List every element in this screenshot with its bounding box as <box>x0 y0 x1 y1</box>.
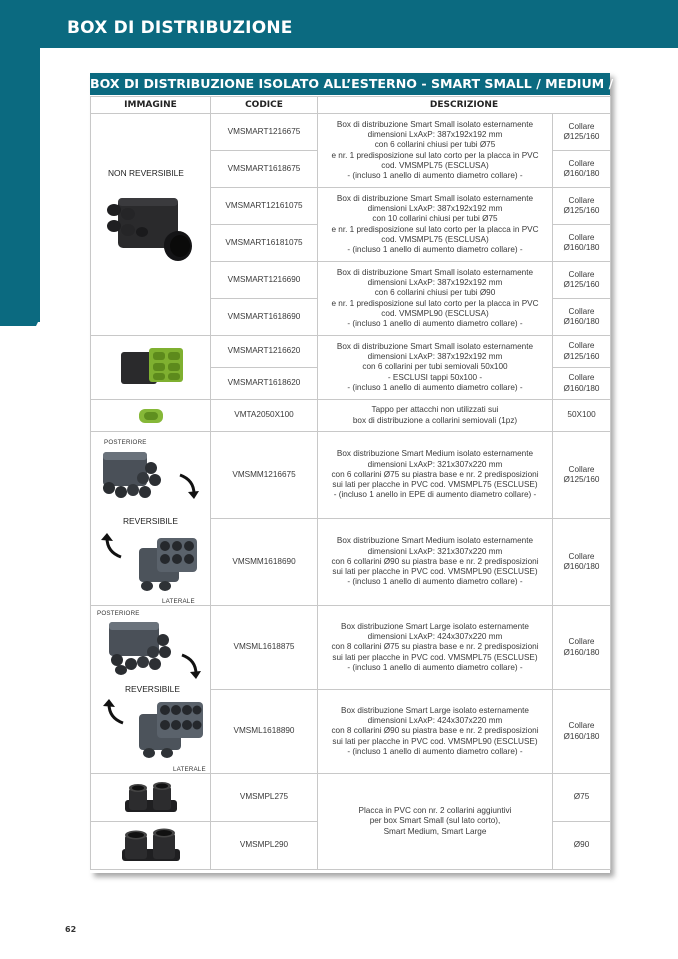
arrow-up-left-icon <box>101 698 127 726</box>
product-table <box>90 96 611 870</box>
side-band-tip <box>0 318 40 326</box>
description-cell: Box distribuzione Smart Medium isolato esternamente dimensioni LxAxP: 321x307x220 mm con 6 collarini Ø90 su piastra base e nr. 2 predisposizioni sui lati per placche in PVC cod. VMSMPL90 (ESCLUSE) - (incluso 1 anello di aumento diametro collare) - <box>318 519 553 606</box>
size-cell: 50X100 <box>553 400 611 432</box>
description-cell: Box distribuzione Smart Medium isolato esternamente dimensioni LxAxP: 321x307x220 mm con 6 collarini Ø75 su piastra base e nr. 2 predisposizioni sui lati per placche in PVC cod. VMSMPL75 (ESCLUSE) - (incluso 1 anello in EPE di aumento diametro collare) - <box>318 432 553 519</box>
image-cell-plate-90 <box>91 822 211 870</box>
smart-large-rear-image <box>101 618 173 678</box>
page-title: BOX DI DISTRIBUZIONE <box>67 18 293 38</box>
label-non-reversibile: NON REVERSIBILE <box>108 168 184 178</box>
size-cell: Collare Ø125/160 <box>553 336 611 368</box>
cap-image <box>137 406 165 426</box>
table-row <box>91 400 611 432</box>
size-cell: Collare Ø160/180 <box>553 606 611 690</box>
size-cell: Ø90 <box>553 822 611 870</box>
code-cell: VMSMART1216620 <box>211 336 318 368</box>
size-cell: Collare Ø160/180 <box>553 690 611 774</box>
description-cell: Box di distribuzione Smart Small isolato esternamente dimensioni LxAxP: 387x192x192 mm con 6 collarini chiusi per tubi Ø75 e nr. 1 predisposizione sul lato corto per la placca in PVC cod. VMSMPL75 (ESCLUSA) - (incluso 1 anello di aumento diametro collare) - <box>318 114 553 188</box>
description-cell: Box distribuzione Smart Large isolato esternamente dimensioni LxAxP: 424x307x220 mm con 8 collarini Ø90 su piastra base e nr. 2 predisposizioni sui lati per placche in PVC cod. VMSMPL90 (ESCLUSE) - (incluso 1 anello di aumento diametro collare) - <box>318 690 553 774</box>
smart-large-side-image <box>137 698 205 760</box>
label-posteriore: POSTERIORE <box>104 439 147 446</box>
smart-small-box-image <box>106 184 201 270</box>
image-cell-smart-medium <box>91 432 211 606</box>
label-posteriore: POSTERIORE <box>97 610 140 617</box>
table-row <box>91 774 611 822</box>
description-cell: Box di distribuzione Smart Small isolato esternamente dimensioni LxAxP: 387x192x192 mm con 10 collarini chiusi per tubi Ø75 e nr. 1 predisposizione sul lato corto per la placca in PVC cod. VMSMPL75 (ESCLUSA) - (incluso 1 anello di aumento diametro collare) - <box>318 188 553 262</box>
description-cell: Placca in PVC con nr. 2 collarini aggiuntivi per box Smart Small (sul lato corto), Smart Medium, Smart Large <box>318 774 553 870</box>
description-cell: Tappo per attacchi non utilizzati sui box di distribuzione a collarini semiovali (1pz) <box>318 400 553 432</box>
image-cell-smart-small <box>91 114 211 336</box>
label-reversibile: REVERSIBILE <box>123 516 178 526</box>
code-cell: VMSMPL275 <box>211 774 318 822</box>
size-cell: Collare Ø160/180 <box>553 151 611 188</box>
side-band <box>0 48 40 322</box>
header-description: DESCRIZIONE <box>318 97 611 114</box>
image-cell-smart-large <box>91 606 211 774</box>
size-cell: Collare Ø160/180 <box>553 225 611 262</box>
image-cell-tappo <box>91 400 211 432</box>
header-image: IMMAGINE <box>91 97 211 114</box>
page-number: 62 <box>65 925 77 934</box>
code-cell: VMSMART1618620 <box>211 368 318 400</box>
table-row <box>91 336 611 368</box>
label-reversibile: REVERSIBILE <box>125 684 180 694</box>
code-cell: VMSMM1216675 <box>211 432 318 519</box>
plate-90-image <box>119 825 185 867</box>
code-cell: VMTA2050X100 <box>211 400 318 432</box>
code-cell: VMSML1618875 <box>211 606 318 690</box>
arrow-down-right-icon <box>176 472 202 500</box>
size-cell: Collare Ø160/180 <box>553 299 611 336</box>
table-row <box>91 432 611 519</box>
description-cell: Box distribuzione Smart Large isolato esternamente dimensioni LxAxP: 424x307x220 mm con 8 collarini Ø75 su piastra base e nr. 2 predisposizioni sui lati per placche in PVC cod. VMSMPL75 (ESCLUSE) - (incluso 1 anello di aumento diametro collare) - <box>318 606 553 690</box>
semioval-box-image <box>119 344 185 390</box>
size-cell: Collare Ø160/180 <box>553 368 611 400</box>
code-cell: VMSMART12161075 <box>211 188 318 225</box>
plate-75-image <box>121 778 183 818</box>
code-cell: VMSMART1618690 <box>211 299 318 336</box>
code-cell: VMSMPL290 <box>211 822 318 870</box>
table-row <box>91 606 611 690</box>
size-cell: Collare Ø160/180 <box>553 519 611 606</box>
code-cell: VMSML1618890 <box>211 690 318 774</box>
code-cell: VMSMART1216675 <box>211 114 318 151</box>
size-cell: Collare Ø125/160 <box>553 262 611 299</box>
image-cell-semiovali <box>91 336 211 400</box>
code-cell: VMSMART1618675 <box>211 151 318 188</box>
label-laterale: LATERALE <box>162 598 195 605</box>
label-laterale: LATERALE <box>173 766 206 773</box>
arrow-down-right-icon <box>178 652 204 680</box>
table-row <box>91 114 611 151</box>
table-header-row <box>91 97 611 114</box>
code-cell: VMSMART1216690 <box>211 262 318 299</box>
table-title: BOX DI DISTRIBUZIONE ISOLATO ALL’ESTERNO - SMART SMALL / MEDIUM / LARGE <box>90 73 610 95</box>
smart-medium-rear-image <box>95 448 165 506</box>
description-cell: Box di distribuzione Smart Small isolato esternamente dimensioni LxAxP: 387x192x192 mm con 6 collarini per tubi semiovali 50x100 - ESCLUSI tappi 50x100 - - (incluso 1 anello di aumento diametro collare) - <box>318 336 553 400</box>
description-cell: Box di distribuzione Smart Small isolato esternamente dimensioni LxAxP: 387x192x192 mm con 6 collarini chiusi per tubi Ø90 e nr. 1 predisposizione sul lato corto per la placca in PVC cod. VMSMPL90 (ESCLUSA) - (incluso 1 anello di aumento diametro collare) - <box>318 262 553 336</box>
code-cell: VMSMART16181075 <box>211 225 318 262</box>
header-code: CODICE <box>211 97 318 114</box>
size-cell: Collare Ø125/160 <box>553 188 611 225</box>
size-cell: Collare Ø125/160 <box>553 114 611 151</box>
size-cell: Ø75 <box>553 774 611 822</box>
smart-medium-side-image <box>135 534 201 594</box>
size-cell: Collare Ø125/160 <box>553 432 611 519</box>
image-cell-plate-75 <box>91 774 211 822</box>
code-cell: VMSMM1618690 <box>211 519 318 606</box>
arrow-up-left-icon <box>99 532 125 560</box>
